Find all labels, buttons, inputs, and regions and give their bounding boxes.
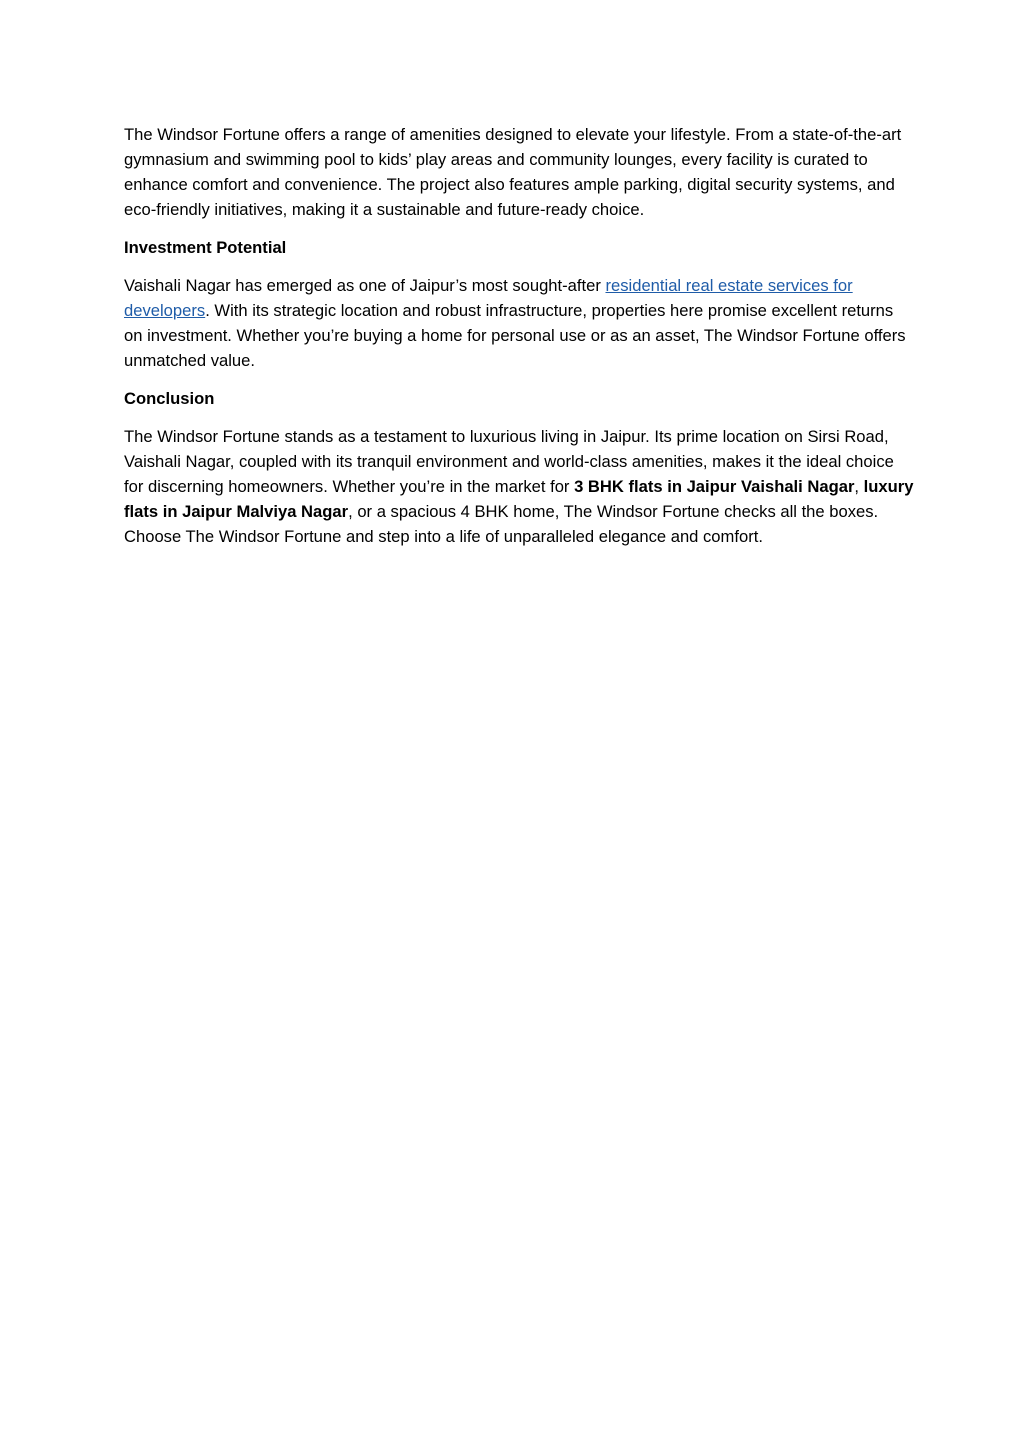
investment-heading: Investment Potential — [124, 238, 287, 257]
conclusion-bold-3bhk: 3 BHK flats in Jaipur Vaishali Nagar — [574, 477, 855, 496]
conclusion-text-part1: The Windsor Fortune stands as a testament to luxurious living in Jaipur. Its prime location on Sirsi Road, Vaishali Nagar, coupled with its tranquil environment and world-class amenities, makes it the ideal choice for discerning homeowners. Whether you’re in the market for — [124, 427, 894, 496]
conclusion-bold-luxury: luxury flats in Jaipur Malviya Nagar — [124, 477, 914, 521]
investment-paragraph — [124, 273, 914, 373]
conclusion-text-part3: , or a spacious 4 BHK home, The Windsor Fortune checks all the boxes. Choose The Windsor Fortune and step into a life of unparalleled elegance and comfort. — [124, 502, 879, 546]
investment-text-after-link: . With its strategic location and robust infrastructure, properties here promise excellent returns on investment. Whether you’re buying a home for personal use or as an asset, The Windsor Fortune offers unmatched value. — [124, 301, 906, 370]
conclusion-text-part2: , — [854, 477, 864, 496]
investment-text-before-link: Vaishali Nagar has emerged as one of Jaipur’s most sought-after — [124, 276, 606, 295]
residential-real-estate-link[interactable]: residential real estate services for developers — [124, 276, 853, 320]
conclusion-heading: Conclusion — [124, 389, 215, 408]
conclusion-paragraph — [124, 424, 914, 549]
document-page — [124, 122, 914, 562]
intro-paragraph: The Windsor Fortune offers a range of amenities designed to elevate your lifestyle. From a state-of-the-art gymnasium and swimming pool to kids’ play areas and community lounges, every facility is curated to enhance comfort and convenience. The project also features ample parking, digital security systems, and eco-friendly initiatives, making it a sustainable and future-ready choice. — [124, 125, 902, 219]
